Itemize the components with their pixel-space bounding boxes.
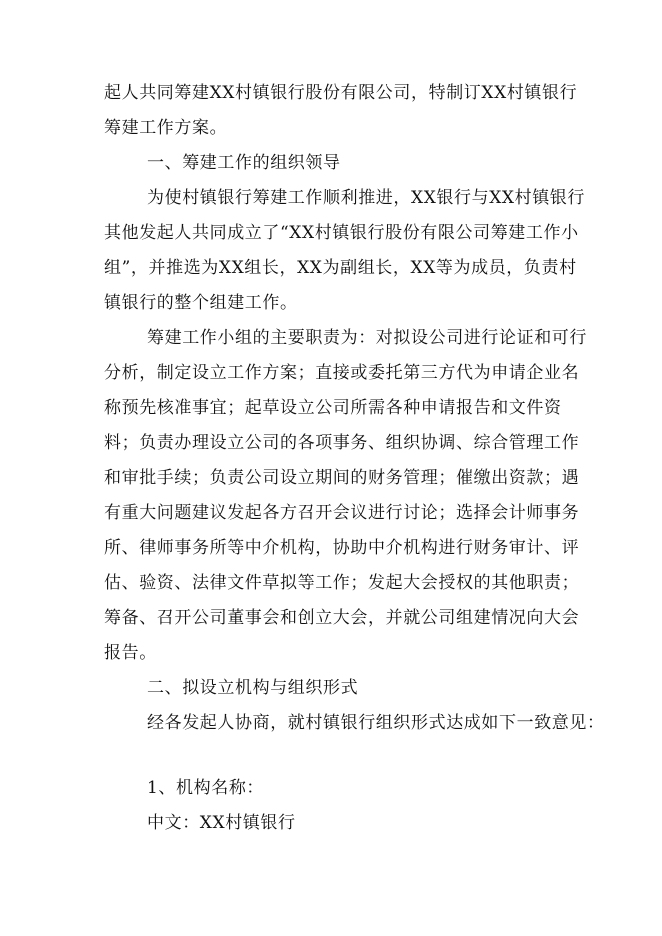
section-2-para-1: 经各发起人协商，就村镇银行组织形式达成如下一致意见： [147,713,605,733]
section-1-para-2-line-2: 分析，制定设立工作方案；直接或委托第三方代为申请企业名 [104,363,580,383]
section-1-para-2-line-7: 所、律师事务所等中介机构，协助中介机构进行财务审计、评 [104,538,580,558]
section-1-para-2-line-3: 称预先核准事宜；起草设立公司所需各种申请报告和文件资 [104,398,562,418]
section-1-para-2-line-9: 筹备、召开公司董事会和创立大会，并就公司组建情况向大会 [104,608,580,628]
section-1-para-1-line-2: 其他发起人共同成立了“XX村镇银行股份有限公司筹建工作小 [104,223,579,243]
section-1-para-2-line-8: 估、验资、法律文件草拟等工作；发起大会授权的其他职责； [104,573,580,593]
section-1-para-1-line-4: 镇银行的整个组建工作。 [104,293,298,313]
section-1-heading: 一、筹建工作的组织领导 [147,153,341,173]
intro-line-1: 起人共同筹建XX村镇银行股份有限公司，特制订XX村镇银行 [104,83,578,103]
section-1-para-2-line-10: 报告。 [104,643,157,663]
item-1-heading: 1、机构名称： [147,778,265,798]
section-1-para-2-line-1: 筹建工作小组的主要职责为：对拟设公司进行论证和可行 [147,328,587,348]
section-1-para-2-line-5: 和审批手续；负责公司设立期间的财务管理；催缴出资款；遇 [104,468,580,488]
section-1-para-1-line-3: 组”，并推选为XX组长，XX为副组长，XX等为成员，负责村 [104,258,577,278]
section-1-para-2-line-6: 有重大问题建议发起各方召开会议进行讨论；选择会计师事务 [104,503,580,523]
intro-line-2: 筹建工作方案。 [104,118,228,138]
section-1-para-1-line-1: 为使村镇银行筹建工作顺利推进，XX银行与XX村镇银行 [147,188,586,208]
section-2-heading: 二、拟设立机构与组织形式 [147,678,359,698]
section-1-para-2-line-4: 料；负责办理设立公司的各项事务、组织协调、综合管理工作 [104,433,580,453]
item-1-chinese-name: 中文：XX村镇银行 [147,813,296,833]
